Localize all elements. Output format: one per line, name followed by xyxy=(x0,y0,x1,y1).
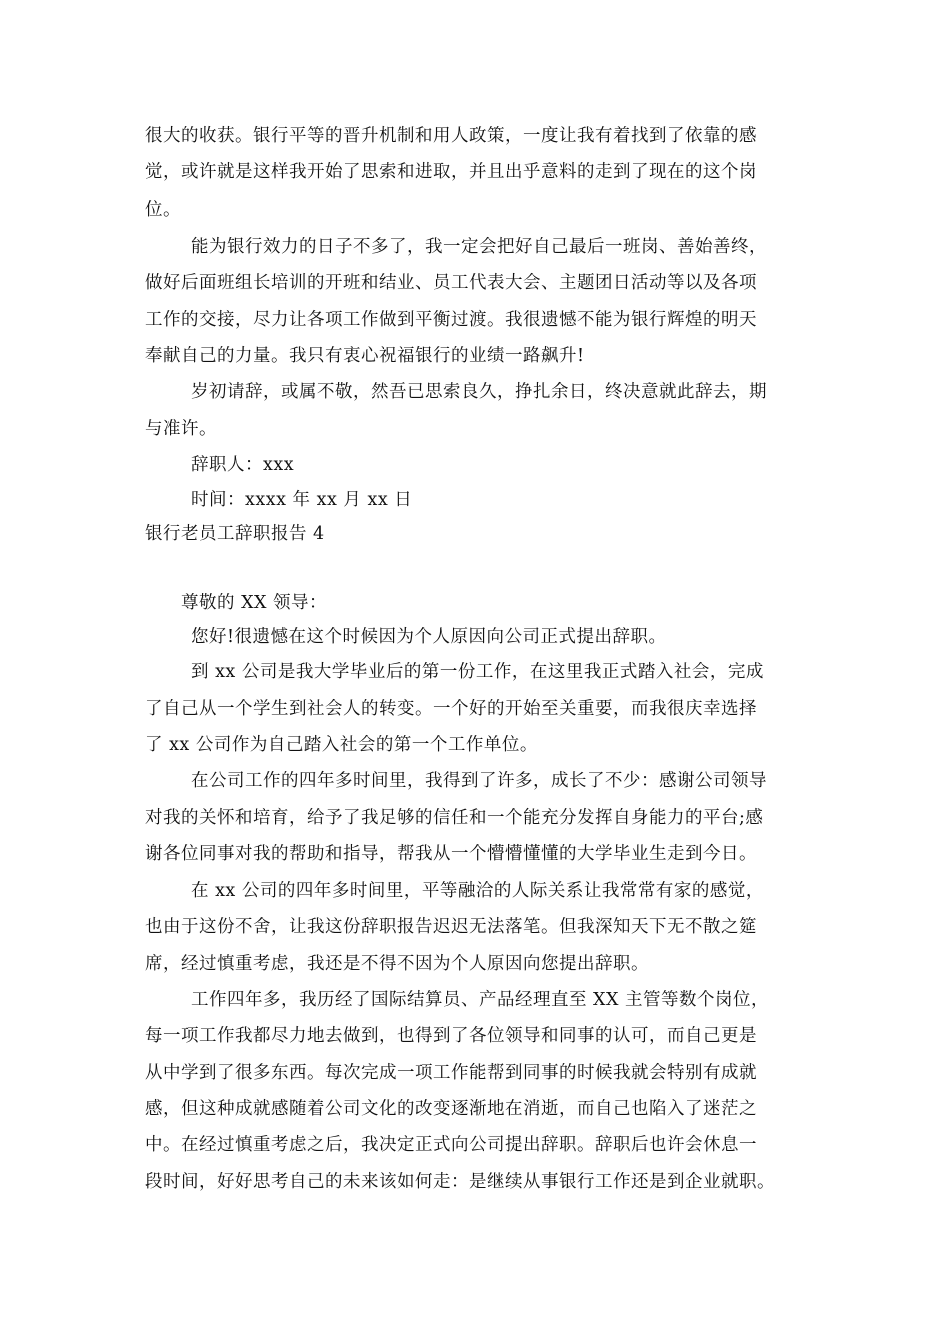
paragraph-line: 中。在经过慎重考虑之后，我决定正式向公司提出辞职。辞职后也许会休息一 xyxy=(145,1135,757,1155)
paragraph-line: 能为银行效力的日子不多了，我一定会把好自己最后一班岗、善始善终， xyxy=(191,237,767,257)
paragraph-line: 奉献自己的力量。我只有衷心祝福银行的业绩一路飙升! xyxy=(145,346,585,366)
paragraph-line: 工作四年多，我历经了国际结算员、产品经理直至 XX 主管等数个岗位， xyxy=(191,990,770,1010)
section-title: 银行老员工辞职报告 4 xyxy=(145,524,325,544)
paragraph-line: 到 xx 公司是我大学毕业后的第一份工作，在这里我正式踏入社会，完成 xyxy=(191,662,764,682)
paragraph-line: 工作的交接，尽力让各项工作做到平衡过渡。我很遗憾不能为银行辉煌的明天 xyxy=(145,310,757,330)
paragraph-line: 了 xx 公司作为自己踏入社会的第一个工作单位。 xyxy=(145,735,538,755)
paragraph-line: 段时间，好好思考自己的未来该如何走：是继续从事银行工作还是到企业就职。 xyxy=(145,1172,775,1192)
paragraph-line: 做好后面班组长培训的开班和结业、员工代表大会、主题团日活动等以及各项 xyxy=(145,273,757,293)
paragraph-line: 与准许。 xyxy=(145,419,217,439)
paragraph-line: 在 xx 公司的四年多时间里，平等融洽的人际关系让我常常有家的感觉， xyxy=(191,881,764,901)
signer-line: 辞职人：xxx xyxy=(191,455,295,475)
paragraph-line: 位。 xyxy=(145,200,181,220)
paragraph-line: 感，但这种成就感随着公司文化的改变逐渐地在消逝，而自己也陷入了迷茫之 xyxy=(145,1099,757,1119)
paragraph-line: 从中学到了很多东西。每次完成一项工作能帮到同事的时候我就会特别有成就 xyxy=(145,1063,757,1083)
paragraph-line: 席，经过慎重考虑，我还是不得不因为个人原因向您提出辞职。 xyxy=(145,954,649,974)
salutation: 尊敬的 XX 领导： xyxy=(181,593,328,613)
paragraph-line: 谢各位同事对我的帮助和指导，帮我从一个懵懵懂懂的大学毕业生走到今日。 xyxy=(145,844,757,864)
paragraph-line: 岁初请辞，或属不敬，然吾已思索良久，挣扎余日，终决意就此辞去，期 xyxy=(191,382,767,402)
paragraph-line: 觉，或许就是这样我开始了思索和进取，并且出乎意料的走到了现在的这个岗 xyxy=(145,162,757,182)
paragraph-line: 也由于这份不舍，让我这份辞职报告迟迟无法落笔。但我深知天下无不散之筵 xyxy=(145,917,757,937)
paragraph-line: 很大的收获。银行平等的晋升机制和用人政策，一度让我有着找到了依靠的感 xyxy=(145,126,757,146)
greeting-line: 您好!很遗憾在这个时候因为个人原因向公司正式提出辞职。 xyxy=(191,627,667,647)
paragraph-line: 在公司工作的四年多时间里，我得到了许多，成长了不少：感谢公司领导 xyxy=(191,771,767,791)
paragraph-line: 对我的关怀和培育，给予了我足够的信任和一个能充分发挥自身能力的平台;感 xyxy=(145,808,764,828)
date-line: 时间：xxxx 年 xx 月 xx 日 xyxy=(191,490,413,510)
paragraph-line: 每一项工作我都尽力地去做到，也得到了各位领导和同事的认可，而自己更是 xyxy=(145,1026,757,1046)
paragraph-line: 了自己从一个学生到社会人的转变。一个好的开始至关重要，而我很庆幸选择 xyxy=(145,699,757,719)
